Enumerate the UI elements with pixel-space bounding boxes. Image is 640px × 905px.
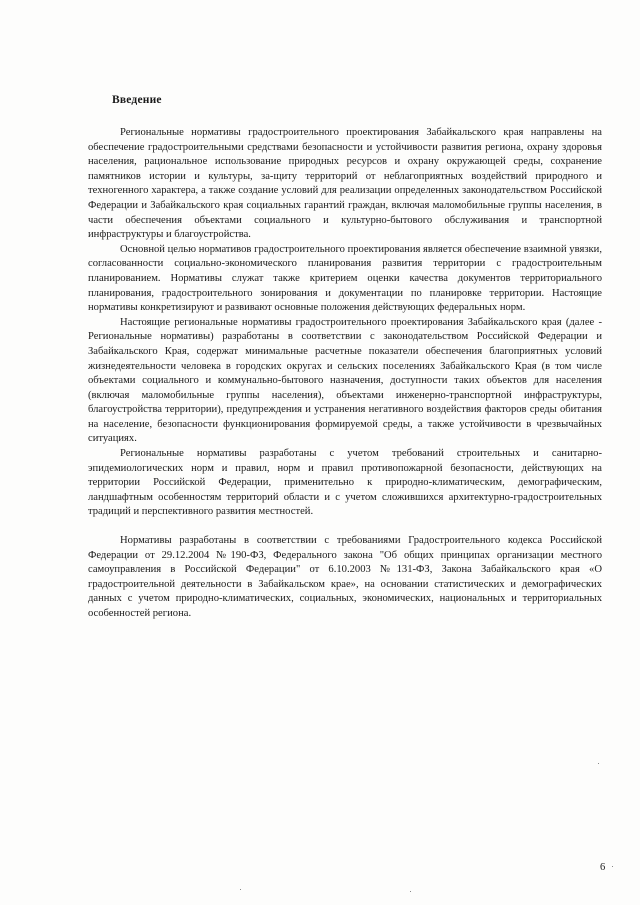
paragraph-intro: Региональные нормативы градостроительного проектирования Забайкальского края направлены на обеспечение градостроительными средствами безопасности и устойчивости развития региона, охрану здоровья населения, рациональное использование природных ресурсов и охрану окружающей среды, сохранение памятников истории и культуры, за-щиту территорий от неблагоприятных воздействий природного и техногенного характера, а также создание условий для реализации определенных законодательством Российской Федерации и Забайкальского края социальных гарантий граждан, включая маломобильные группы населения, в части обеспечения объектами социального и культурно-бытового обслуживания и транспортной инфраструктуры и благоустройства. [88, 127, 602, 241]
scan-speck [240, 889, 241, 890]
scan-speck [612, 866, 613, 867]
scan-speck [410, 891, 411, 892]
scan-speck [598, 763, 599, 764]
page-number: 6 [600, 862, 606, 873]
paragraph-legal-basis: Нормативы разработаны в соответствии с требованиями Градостроительного кодекса Российской Федерации от 29.12.2004 №190-ФЗ, Федерального закона "Об общих принципах организации местного самоуправления в Российской Федерации" от 6.10.2003 №131-ФЗ, Закона Забайкальского края «О градостроительной деятельности в Забайкальском крае», на основании статистических и демографических данных с учетом природно-климатических, социальных, экономических, национальных и территориальных особенностей региона. [88, 535, 602, 619]
paragraph-requirements: Региональные нормативы разработаны с учетом требований строительных и санитарно-эпидемиологических норм и правил, норм и правил противопожарной безопасности, действующих на территории Российской Федерации, применительно к природно-климатическим, демографическим, ландшафтным особенностям территорий области и с учетом сложившихся архитектурно-градостроительных традиций и перспективного развития местностей. [88, 448, 602, 518]
section-heading: Введение [112, 94, 162, 106]
paragraph-scope: Настоящие региональные нормативы градостроительного проектирования Забайкальского края (далее - Региональные нормативы) разработаны в соответствии с законодательством Российской Федерации и Забайкальского Края, содержат минимальные расчетные показатели обеспечения благоприятных условий жизнедеятельности человека в городских округах и сельских поселениях Забайкальского Края (в том числе объектами социального и коммунально-бытового назначения, доступности таких объектов для населения (включая маломобильные группы населения), объектами инженерно-транспортной инфраструктуры, благоустройства территории), предупреждения и устранения негативного воздействия факторов среды обитания на население, безопасности функционирования формируемой среды, а также устойчивости в чрезвычайных ситуациях. [88, 316, 602, 445]
body-text [88, 126, 602, 622]
paragraph-goal: Основной целью нормативов градостроительного проектирования является обеспечение взаимной увязки, согласованности социально-экономического планирования развития территории с градостроительным планированием. Нормативы служат также критерием оценки качества документов территориального планирования, градостроительного зонирования и документации по планировке территории. Настоящие нормативы конкретизируют и развивают основные положения действующих федеральных норм. [88, 243, 602, 314]
